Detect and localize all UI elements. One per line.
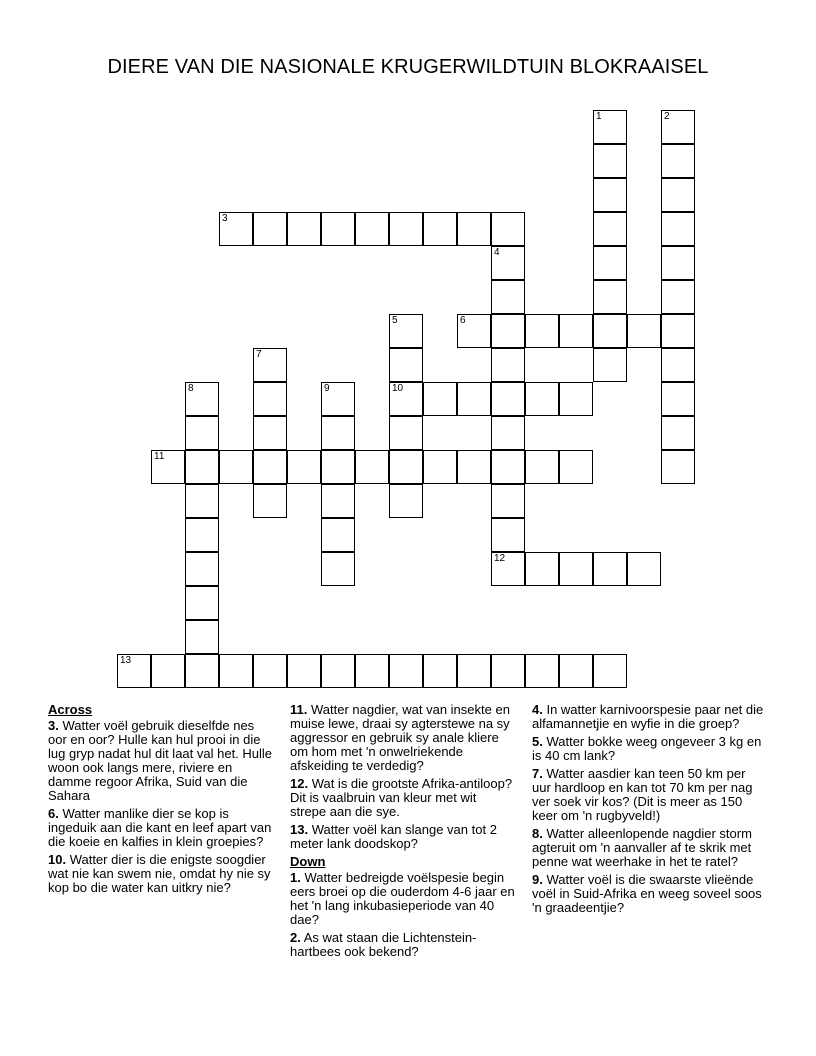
cell-number: 13 (120, 655, 132, 666)
grid-cell[interactable] (389, 212, 423, 246)
grid-cell[interactable] (627, 314, 661, 348)
grid-cell[interactable] (219, 450, 253, 484)
grid-cell[interactable] (491, 314, 525, 348)
grid-cell[interactable] (491, 280, 525, 314)
grid-cell[interactable] (627, 552, 661, 586)
clue-number: 9. (532, 872, 543, 887)
grid-cell[interactable] (525, 450, 559, 484)
clue-text: As wat staan die Lichtenstein-hartbees ook bekend? (290, 930, 477, 959)
clue-across-11 (290, 703, 516, 773)
grid-cell[interactable] (661, 382, 695, 416)
clue-text: In watter karnivoorspesie paar net die alfamannetjie en wyfie in die groep? (532, 702, 764, 731)
grid-cell[interactable] (389, 314, 423, 348)
grid-cell[interactable] (151, 450, 185, 484)
grid-cell[interactable] (321, 212, 355, 246)
grid-cell[interactable] (423, 450, 457, 484)
grid-cell[interactable] (389, 654, 423, 688)
across-heading: Across (48, 702, 93, 717)
grid-cell[interactable] (185, 552, 219, 586)
grid-cell[interactable] (253, 382, 287, 416)
cell-number: 5 (392, 315, 398, 326)
grid-cell[interactable] (559, 314, 593, 348)
grid-cell[interactable] (525, 552, 559, 586)
grid-cell[interactable] (185, 586, 219, 620)
grid-cell[interactable] (525, 654, 559, 688)
grid-cell[interactable] (457, 450, 491, 484)
clue-text: Watter bokke weeg ongeveer 3 kg en is 40 cm lank? (532, 734, 762, 763)
cell-number: 7 (256, 349, 262, 360)
grid-cell[interactable] (185, 518, 219, 552)
grid-cell[interactable] (287, 450, 321, 484)
grid-cell[interactable] (423, 212, 457, 246)
grid-cell[interactable] (491, 552, 525, 586)
grid-cell[interactable] (661, 144, 695, 178)
grid-cell[interactable] (491, 654, 525, 688)
grid-cell[interactable] (593, 178, 627, 212)
grid-cell[interactable] (593, 144, 627, 178)
grid-cell[interactable] (355, 212, 389, 246)
grid-cell[interactable] (593, 110, 627, 144)
clues-column-3 (532, 703, 766, 919)
clue-text: Watter dier is die enigste soogdier wat nie kan swem nie, omdat hy nie sy kop bo die water kan uitkry nie? (48, 852, 271, 895)
grid-cell[interactable] (559, 450, 593, 484)
grid-cell[interactable] (559, 654, 593, 688)
clue-down-9 (532, 873, 766, 915)
clue-across-12 (290, 777, 516, 819)
clue-number: 12. (290, 776, 309, 791)
grid-cell[interactable] (491, 348, 525, 382)
clue-text: Watter bedreigde voëlspesie begin eers broei op die ouderdom 4-6 jaar en het 'n lang inkubasieperiode van 40 dae? (290, 870, 515, 927)
clue-number: 8. (532, 826, 543, 841)
grid-cell[interactable] (253, 654, 287, 688)
cell-number: 3 (222, 213, 228, 224)
grid-cell[interactable] (287, 654, 321, 688)
grid-cell[interactable] (593, 552, 627, 586)
grid-cell[interactable] (219, 654, 253, 688)
grid-cell[interactable] (525, 314, 559, 348)
grid-cell[interactable] (559, 552, 593, 586)
grid-cell[interactable] (491, 416, 525, 450)
clue-down-1 (290, 871, 516, 927)
grid-cell[interactable] (185, 484, 219, 518)
clue-down-4 (532, 703, 766, 731)
grid-cell[interactable] (593, 654, 627, 688)
clue-text: Watter voël kan slange van tot 2 meter lank doodskop? (290, 822, 497, 851)
grid-cell[interactable] (661, 110, 695, 144)
clues-column-2 (290, 703, 516, 963)
grid-cell[interactable] (593, 212, 627, 246)
clue-text: Watter voël gebruik dieselfde nes oor en oor? Hulle kan hul prooi in die lug gryp nadat hul dit laat val het. Hulle woon ook langs mere, riviere en damme regoor Afrika, Suid van die Sahara (48, 718, 273, 803)
puzzle-title: DIERE VAN DIE NASIONALE KRUGERWILDTUIN BLOKRAAISEL (107, 56, 709, 78)
clue-number: 7. (532, 766, 543, 781)
grid-cell[interactable] (661, 416, 695, 450)
grid-cell[interactable] (423, 382, 457, 416)
grid-cell[interactable] (661, 178, 695, 212)
clue-number: 13. (290, 822, 309, 837)
grid-cell[interactable] (661, 280, 695, 314)
grid-cell[interactable] (491, 450, 525, 484)
grid-cell[interactable] (253, 416, 287, 450)
grid-cell[interactable] (661, 450, 695, 484)
grid-cell[interactable] (355, 450, 389, 484)
grid-cell[interactable] (389, 450, 423, 484)
grid-cell[interactable] (389, 348, 423, 382)
grid-cell[interactable] (593, 246, 627, 280)
grid-cell[interactable] (593, 280, 627, 314)
clue-number: 2. (290, 930, 301, 945)
clue-text: Watter voël is die swaarste vlieënde voël in Suid-Afrika en weeg soveel soos 'n graadeentjie? (532, 872, 762, 915)
clue-across-13 (290, 823, 516, 851)
grid-cell[interactable] (661, 212, 695, 246)
grid-cell[interactable] (593, 314, 627, 348)
grid-cell[interactable] (457, 382, 491, 416)
clues-column-1 (48, 703, 274, 899)
clue-down-7 (532, 767, 766, 823)
cell-number: 8 (188, 383, 194, 394)
grid-cell[interactable] (389, 382, 423, 416)
grid-cell[interactable] (321, 382, 355, 416)
grid-cell[interactable] (491, 484, 525, 518)
clue-across-3 (48, 719, 274, 803)
grid-cell[interactable] (287, 212, 321, 246)
grid-cell[interactable] (423, 654, 457, 688)
grid-cell[interactable] (219, 212, 253, 246)
clue-number: 4. (532, 702, 543, 717)
clue-number: 3. (48, 718, 59, 733)
grid-cell[interactable] (321, 416, 355, 450)
grid-cell[interactable] (491, 382, 525, 416)
cell-number: 12 (494, 553, 506, 564)
cell-number: 9 (324, 383, 330, 394)
clue-text: Watter nagdier, wat van insekte en muise lewe, draai sy agterstewe na sy aggressor en gebruik sy anale kliere om hom met 'n onwelriekende afskeiding te verdedig? (290, 702, 510, 773)
grid-cell[interactable] (321, 552, 355, 586)
clue-number: 1. (290, 870, 301, 885)
clue-number: 6. (48, 806, 59, 821)
grid-cell[interactable] (185, 620, 219, 654)
clue-text: Watter manlike dier se kop is ingeduik aan die kant en leef apart van die koeie en kalfies in klein groepies? (48, 806, 272, 849)
grid-cell[interactable] (593, 348, 627, 382)
grid-cell[interactable] (321, 654, 355, 688)
grid-cell[interactable] (355, 654, 389, 688)
clue-across-6 (48, 807, 274, 849)
clue-down-8 (532, 827, 766, 869)
grid-cell[interactable] (321, 450, 355, 484)
grid-cell[interactable] (185, 654, 219, 688)
clue-down-5 (532, 735, 766, 763)
cell-number: 11 (154, 451, 165, 462)
cell-number: 2 (664, 111, 670, 122)
grid-cell[interactable] (457, 314, 491, 348)
grid-cell[interactable] (661, 246, 695, 280)
grid-cell[interactable] (661, 348, 695, 382)
clue-number: 10. (48, 852, 67, 867)
grid-cell[interactable] (321, 484, 355, 518)
cell-number: 4 (494, 247, 500, 258)
grid-cell[interactable] (321, 518, 355, 552)
grid-cell[interactable] (117, 654, 151, 688)
clue-number: 11. (290, 702, 308, 717)
grid-cell[interactable] (389, 484, 423, 518)
grid-cell[interactable] (457, 654, 491, 688)
clue-down-2 (290, 931, 516, 959)
cell-number: 6 (460, 315, 466, 326)
down-heading: Down (290, 854, 326, 869)
grid-cell[interactable] (253, 348, 287, 382)
grid-cell[interactable] (491, 246, 525, 280)
grid-cell[interactable] (457, 212, 491, 246)
clue-text: Wat is die grootste Afrika-antiloop? Dit is vaalbruin van kleur met wit strepe aan die sye. (290, 776, 513, 819)
cell-number: 1 (596, 111, 602, 122)
grid-cell[interactable] (253, 212, 287, 246)
clue-text: Watter alleenlopende nagdier storm agteruit om 'n aanvaller af te skrik met penne wat weerhake in het te ratel? (532, 826, 752, 869)
cell-number: 10 (392, 383, 404, 394)
grid-cell[interactable] (525, 382, 559, 416)
clue-text: Watter aasdier kan teen 50 km per uur hardloop en kan tot 70 km per nag ver soek vir kos? (Dit is meer as 150 keer om 'n rugbyveld!) (532, 766, 753, 823)
grid-cell[interactable] (151, 654, 185, 688)
grid-cell[interactable] (185, 450, 219, 484)
grid-cell[interactable] (491, 212, 525, 246)
grid-cell[interactable] (491, 518, 525, 552)
grid-cell[interactable] (185, 382, 219, 416)
clue-across-10 (48, 853, 274, 895)
grid-cell[interactable] (185, 416, 219, 450)
grid-cell[interactable] (661, 314, 695, 348)
grid-cell[interactable] (253, 450, 287, 484)
grid-cell[interactable] (253, 484, 287, 518)
grid-cell[interactable] (389, 416, 423, 450)
clue-number: 5. (532, 734, 543, 749)
grid-cell[interactable] (559, 382, 593, 416)
